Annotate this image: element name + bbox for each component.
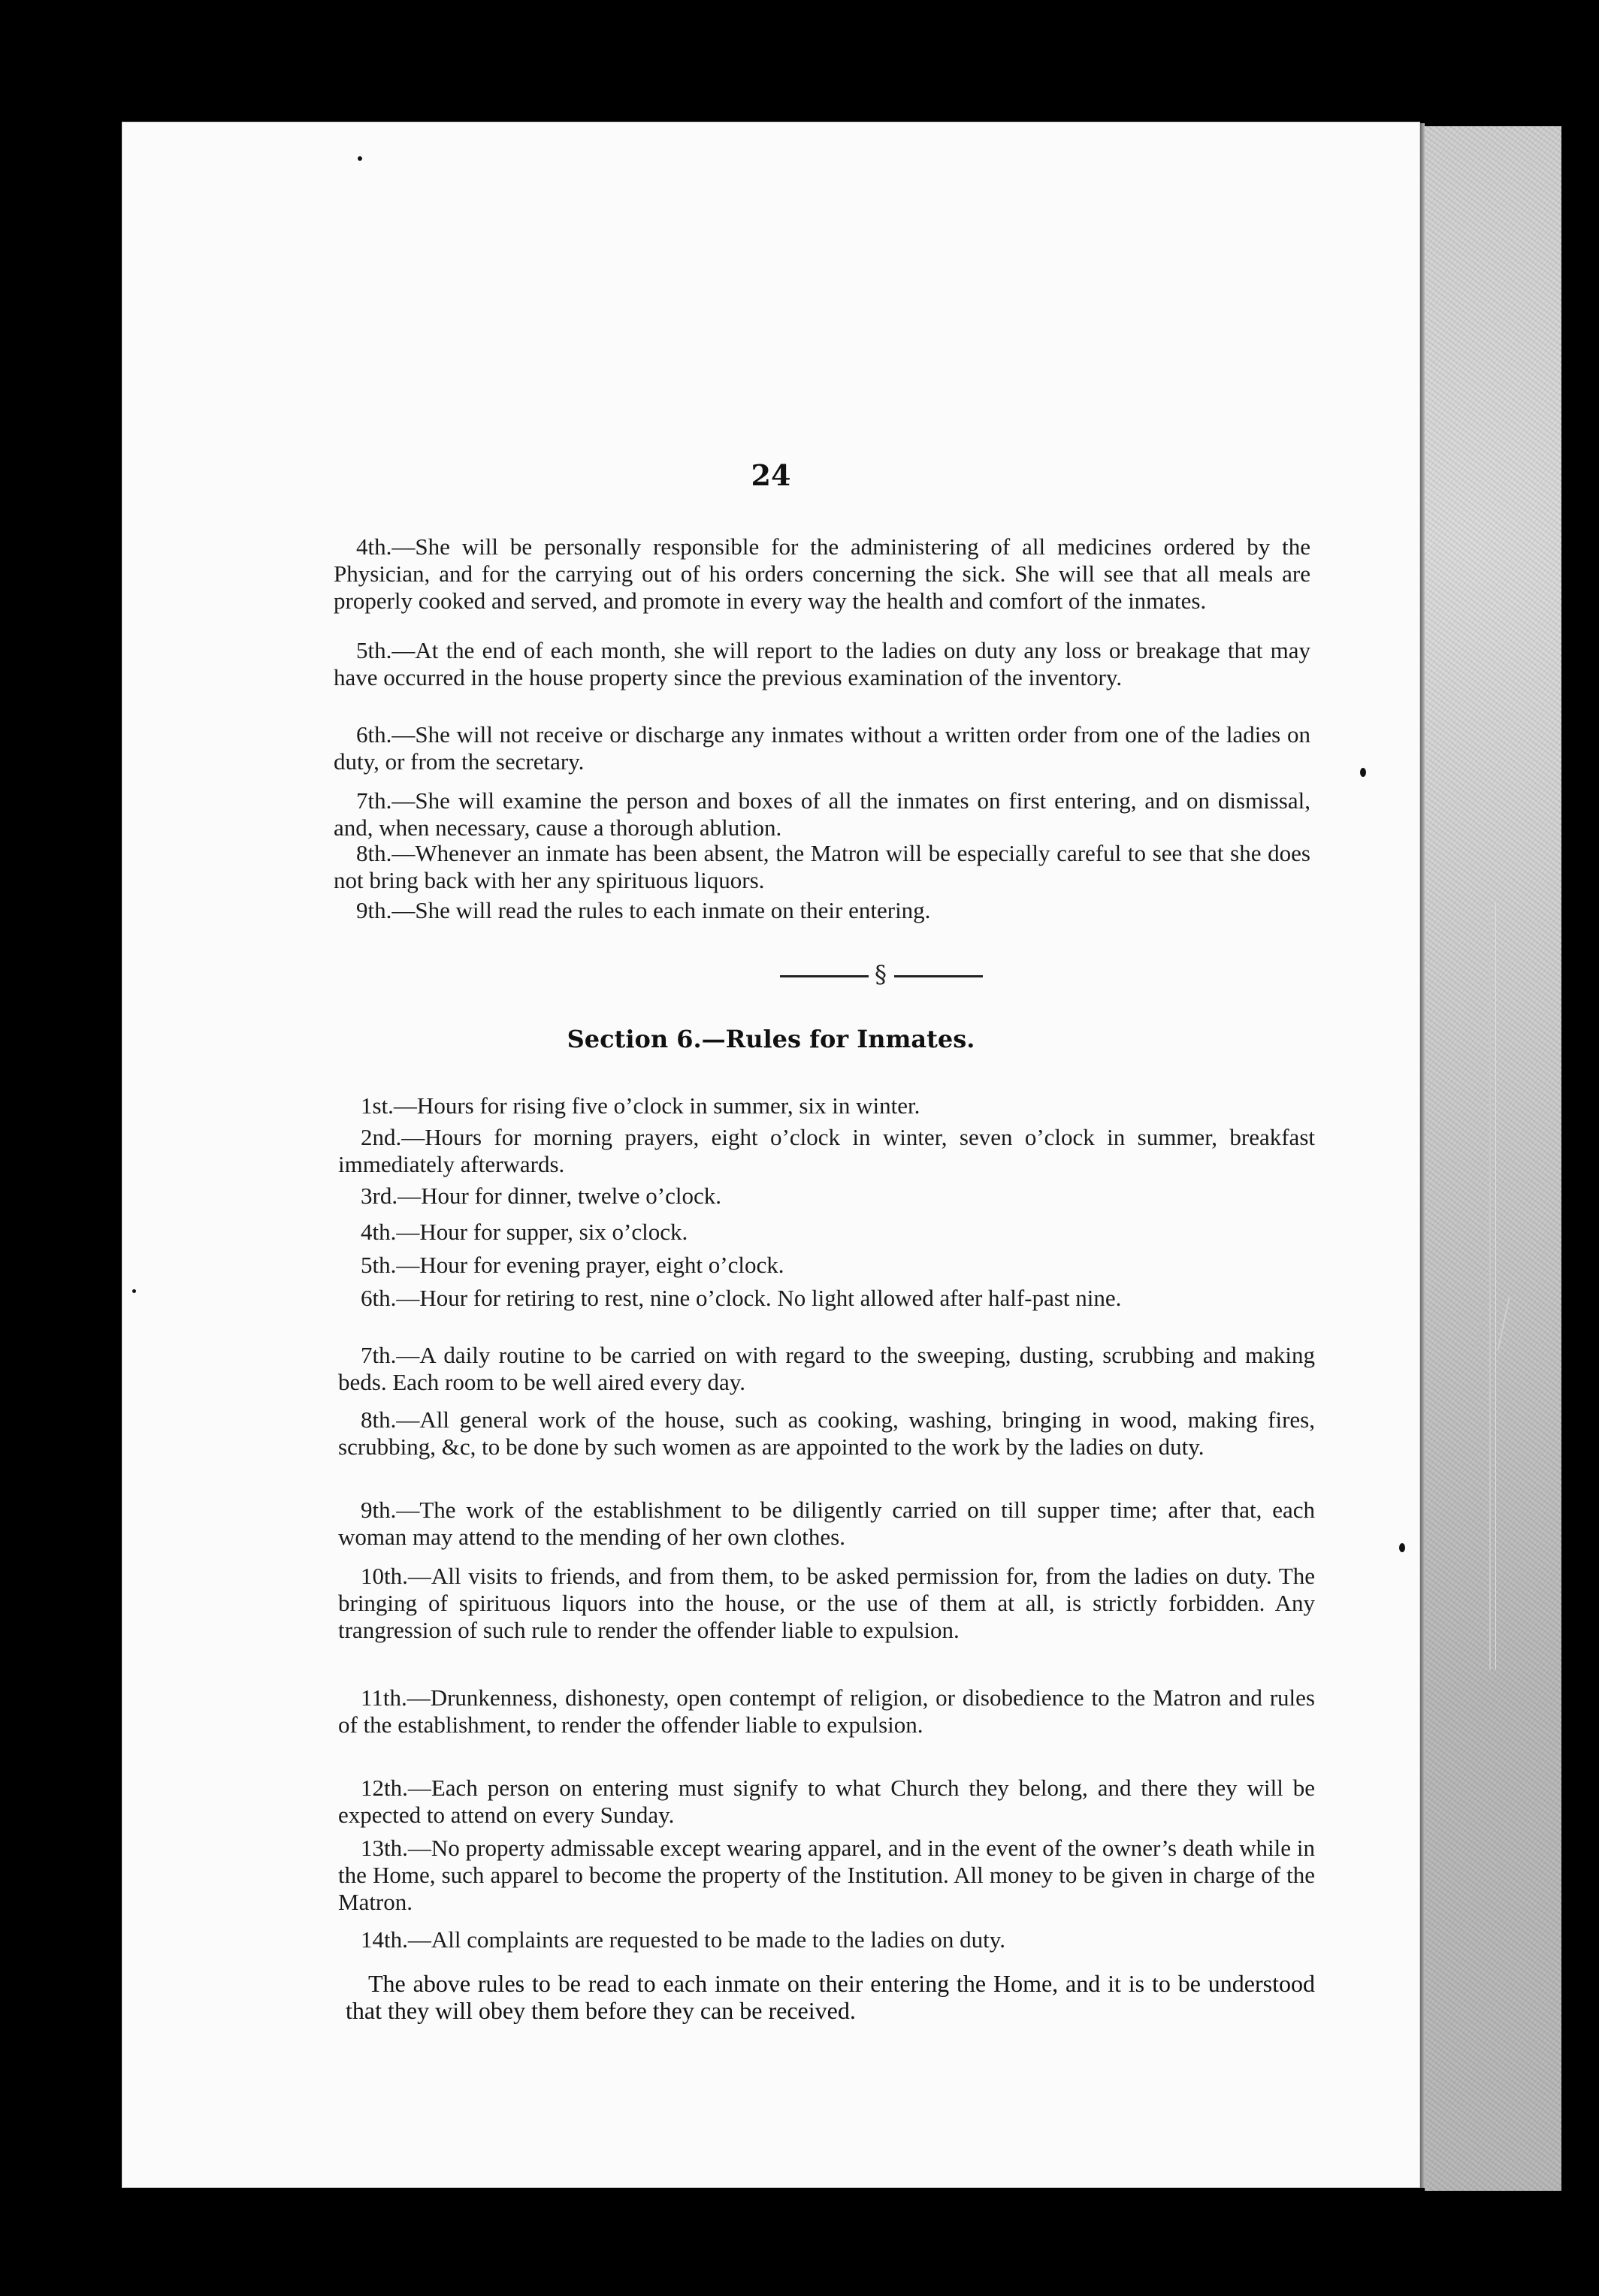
rule-paragraph: 5th.—Hour for evening prayer, eight o’clock.: [361, 1252, 784, 1278]
page-number: 24: [751, 458, 791, 492]
binding-thread: [1489, 903, 1496, 1669]
section-separator: [780, 960, 990, 990]
rule-paragraph: 13th.—No property admissable except wearing apparel, and in the event of the owner’s death while in the Home, such apparel to become the property of the Institution. All money to be given in charge of the Matron.: [338, 1835, 1315, 1915]
rule-paragraph: 12th.—Each person on entering must signify to what Church they belong, and there they will be expected to attend on every Sunday.: [338, 1775, 1315, 1828]
separator-rule-left: [780, 975, 869, 977]
binding-hole-mark: [1399, 1543, 1405, 1552]
speck-mark: [358, 156, 362, 161]
document-page: [122, 122, 1420, 2188]
rule-paragraph: 3rd.—Hour for dinner, twelve o’clock.: [361, 1183, 721, 1209]
rule-paragraph: 8th.—Whenever an inmate has been absent, the Matron will be especially careful to see that she does not bring back with her any spirituous liquors.: [334, 840, 1310, 893]
section-glyph: §: [875, 960, 887, 989]
rule-paragraph: 7th.—A daily routine to be carried on with regard to the sweeping, dusting, scrubbing and making beds. Each room to be well aired every day.: [338, 1342, 1315, 1395]
rule-paragraph: 10th.—All visits to friends, and from them, to be asked permission for, from the ladies on duty. The bringing of spirituous liquors into the house, or the use of them at all, is strictly forbidden. Any trangression of such rule to render the offender liable to expulsion.: [338, 1563, 1315, 1643]
section-heading: Section 6.—Rules for Inmates.: [567, 1025, 975, 1053]
rule-paragraph: 11th.—Drunkenness, dishonesty, open contempt of religion, or disobedience to the Matron and rules of the establishment, to render the offender liable to expulsion.: [338, 1684, 1315, 1738]
rule-paragraph: 7th.—She will examine the person and boxes of all the inmates on first entering, and on dismissal, and, when necessary, cause a thorough ablution.: [334, 787, 1310, 841]
rule-paragraph: 9th.—She will read the rules to each inmate on their entering.: [356, 897, 931, 923]
speck-mark: [132, 1289, 136, 1293]
rule-paragraph: 8th.—All general work of the house, such as cooking, washing, bringing in wood, making fires, scrubbing, &c, to be done by such women as are appointed to the work by the ladies on duty.: [338, 1406, 1315, 1460]
rule-paragraph: 9th.—The work of the establishment to be diligently carried on till supper time; after that, each woman may attend to the mending of her own clothes.: [338, 1497, 1315, 1550]
rule-paragraph: 6th.—She will not receive or discharge any inmates without a written order from one of the ladies on duty, or from the secretary.: [334, 721, 1310, 775]
rule-paragraph: 6th.—Hour for retiring to rest, nine o’clock. No light allowed after half-past nine.: [361, 1285, 1122, 1311]
rule-paragraph: 1st.—Hours for rising five o’clock in summer, six in winter.: [361, 1092, 920, 1119]
binding-hole-mark: [1360, 768, 1366, 777]
rule-paragraph: 2nd.—Hours for morning prayers, eight o’clock in winter, seven o’clock in summer, breakfast immediately afterwards.: [338, 1124, 1315, 1177]
rule-paragraph: 4th.—She will be personally responsible for the administering of all medicines ordered by the Physician, and for the carrying out of his orders concerning the sick. She will see that all meals are properly cooked and served, and promote in every way the health and comfort of the inmates.: [334, 533, 1310, 614]
rule-paragraph: 4th.—Hour for supper, six o’clock.: [361, 1219, 688, 1245]
rule-paragraph: 5th.—At the end of each month, she will report to the ladies on duty any loss or breakage that may have occurred in the house property since the previous examination of the inventory.: [334, 637, 1310, 690]
closing-note: The above rules to be read to each inmate on their entering the Home, and it is to be understood that they will obey them before they can be received.: [346, 1970, 1315, 2024]
rule-paragraph: 14th.—All complaints are requested to be made to the ladies on duty.: [361, 1926, 1006, 1953]
separator-rule-right: [894, 975, 983, 977]
